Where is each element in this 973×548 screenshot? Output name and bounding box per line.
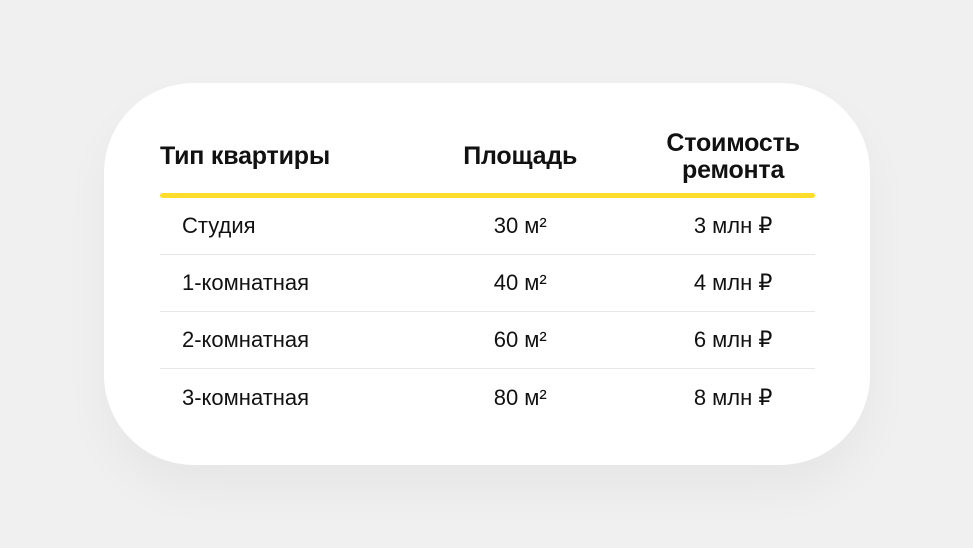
table-header-row <box>160 121 815 193</box>
column-header-area: Площадь <box>463 142 578 171</box>
renovation-cost-table <box>160 121 815 426</box>
cell-cost: 8 млн ₽ <box>693 384 773 410</box>
table-row <box>160 198 815 255</box>
table-row <box>160 312 815 369</box>
table-row <box>160 369 815 426</box>
cell-apartment-type: Студия <box>182 213 256 238</box>
cell-area: 30 м² <box>493 213 547 238</box>
cell-apartment-type: 2-комнатная <box>182 327 310 352</box>
cell-area: 60 м² <box>493 327 547 352</box>
cell-apartment-type: 3-комнатная <box>182 384 310 410</box>
table-row <box>160 255 815 312</box>
column-header-renovation-cost: Стоимость ремонта <box>666 128 800 184</box>
cell-apartment-type: 1-комнатная <box>182 270 310 295</box>
column-header-apartment-type: Тип квартиры <box>160 142 330 171</box>
renovation-cost-card <box>104 83 870 465</box>
cell-cost: 6 млн ₽ <box>693 327 773 352</box>
cell-area: 80 м² <box>493 384 547 410</box>
cell-cost: 3 млн ₽ <box>693 213 773 238</box>
cell-area: 40 м² <box>493 270 547 295</box>
cell-cost: 4 млн ₽ <box>693 270 773 295</box>
